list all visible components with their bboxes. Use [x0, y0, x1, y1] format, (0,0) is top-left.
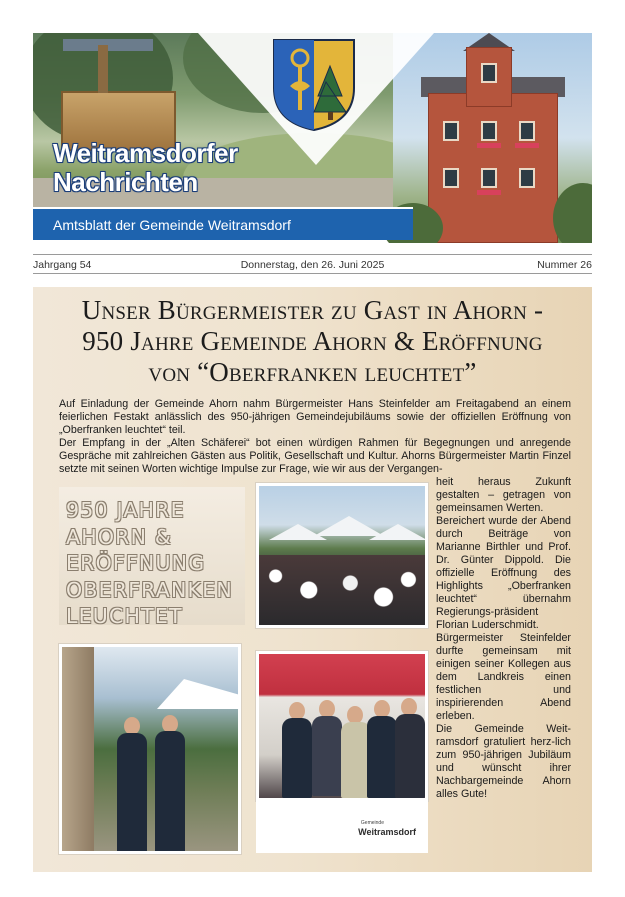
festival-crowd-photo — [256, 483, 428, 628]
masthead — [33, 33, 592, 243]
paragraph: Bürgermeister Steinfelder durfte gemeinsam mit einigen seiner Kollegen aus dem Landkreis einen festlichen und inspirierenden Abend erleben. — [436, 632, 571, 722]
article-intro — [59, 398, 571, 476]
article-side-column — [436, 476, 571, 801]
article-headline: Unser Bürgermeister zu Gast in Ahorn - 950 Jahre Gemeinde Ahorn & Eröffnung von “Oberfranken leuchtet” — [81, 295, 544, 387]
mayors-photo — [59, 644, 241, 854]
subtitle: Amtsblatt der Gemeinde Weitramsdorf — [53, 217, 291, 233]
issue-date: Donnerstag, den 26. Juni 2025 — [240, 259, 385, 271]
newspaper-title: Weitramsdorfer Nachrichten — [53, 138, 238, 197]
issue-volume: Jahrgang 54 — [33, 259, 92, 271]
paragraph: Die Gemeinde Weit-ramsdorf gratuliert herz-lich zum 950-jährigen Jubiläum und wünscht ihrer Nachbargemeinde Ahorn alles Gute! — [436, 723, 571, 800]
paragraph: Auf Einladung der Gemeinde Ahorn nahm Bürgermeister Hans Steinfelder am Freitagabend an einem feierlichen Festakt anlässlich des 950-jährigen Gemeindejubiläums sowie der offiziellen Eröffnung von „Oberfranken leuchtet“ teil. — [59, 398, 571, 436]
article — [33, 287, 592, 872]
issue-number: Nummer 26 — [537, 259, 592, 271]
coat-of-arms-icon — [270, 36, 358, 132]
paragraph: Bereichert wurde der Abend durch Beiträge von Marianne Birthler und Prof. Dr. Günter Dippold. Die offizielle Eröffnung des Highlights „Oberfranken leuchtet“ übernahm Regierungs-präsident Florian Luderschmidt. — [436, 515, 571, 631]
paragraph: heit heraus Zukunft gestalten – getragen von gemeinsamen Werten. — [436, 476, 571, 514]
subtitle-bar — [33, 207, 413, 240]
municipality-logo: Gemeinde Weitramsdorf — [256, 801, 428, 853]
issue-info — [33, 254, 592, 274]
anniversary-graphic-text: 950 JAHRE AHORN & ERÖFFNUNG OBERFRANKEN LEUCHTET — [66, 498, 233, 628]
logo-text: Weitramsdorf — [358, 827, 416, 837]
award-ceremony-photo — [256, 651, 428, 801]
paragraph: Der Empfang in der „Alten Schäferei“ bot einen würdigen Rahmen für Begegnungen und anregende Gespräche mit zahlreichen Gästen aus Politik, Gesellschaft und Kultur. Ahorns Bürgermeister Martin Finzel setzte mit seinen Worten wichtige Impulse zur Frage, wie wir aus der Vergangen- — [59, 437, 571, 475]
